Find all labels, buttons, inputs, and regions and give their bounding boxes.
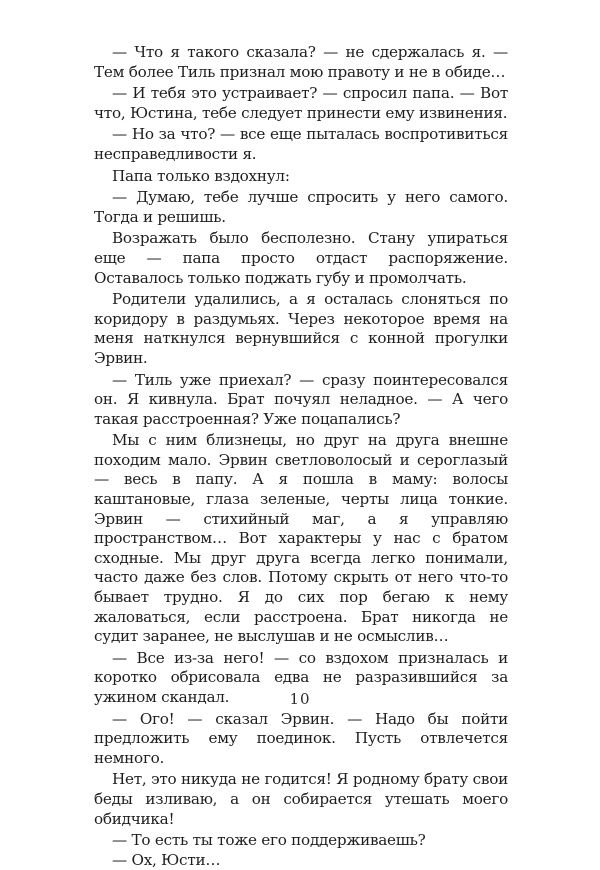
paragraph-14: — Ох, Юсти… (112, 850, 221, 869)
paragraph-6: Возражать было бесполезно. Стану упираться еще — папа просто отдаст распоряжение. Оставалось только поджать губу и промолчать. (94, 229, 508, 287)
paragraph-12: Нет, это никуда не годится! Я родному брату свои беды изливаю, а он собирается утешать моего обидчика! (94, 770, 508, 828)
paragraph-11: — Ого! — сказал Эрвин. — Надо бы пойти предложить ему поединок. Пусть отвлечется немного. (94, 709, 508, 767)
paragraph-8: — Тиль уже приехал? — сразу поинтересовался он. Я кивнула. Брат почуял неладное. — А чего такая расстроенная? Уже поцапались? (94, 370, 508, 428)
page-number: 10 (289, 690, 311, 708)
page-body (94, 43, 508, 870)
paragraph-5: — Думаю, тебе лучше спросить у него самого. Тогда и решишь. (94, 188, 508, 226)
paragraph-4: Папа только вздохнул: (112, 166, 290, 185)
paragraph-13: — То есть ты тоже его поддерживаешь? (112, 831, 426, 850)
paragraph-9: Мы с ним близнецы, но друг на друга внешне походим мало. Эрвин светловолосый и сероглазый — весь в папу. А я пошла в маму: волосы каштановые, глаза зеленые, черты лица тонкие. Эрвин — стихийный маг, а я управляю пространством… Вот характеры у нас с братом сходные. Мы друг друга всегда легко понимали, часто даже без слов. Потому скрыть от него что-то бывает трудно. Я до сих пор бегаю к нему жаловаться, если расстроена. Брат никогда не судит заранее, не выслушав и не осмыслив… (94, 431, 508, 646)
paragraph-10: — Все из-за него! — со вздохом призналась и коротко обрисовала едва не разразившийся за ужином скандал. (94, 648, 508, 706)
paragraph-3: — Но за что? — все еще пыталась воспротивиться несправедливости я. (94, 125, 508, 163)
paragraph-1: — Что я такого сказала? — не сдержалась я. — Тем более Тиль признал мою правоту и не в обиде… (94, 43, 508, 81)
paragraph-7: Родители удалились, а я осталась слоняться по коридору в раздумьях. Через некоторое время на меня наткнулся вернувшийся с конной прогулки Эрвин. (94, 290, 508, 367)
paragraph-2: — И тебя это устраивает? — спросил папа. — Вот что, Юстина, тебе следует принести ему извинения. (94, 84, 508, 122)
